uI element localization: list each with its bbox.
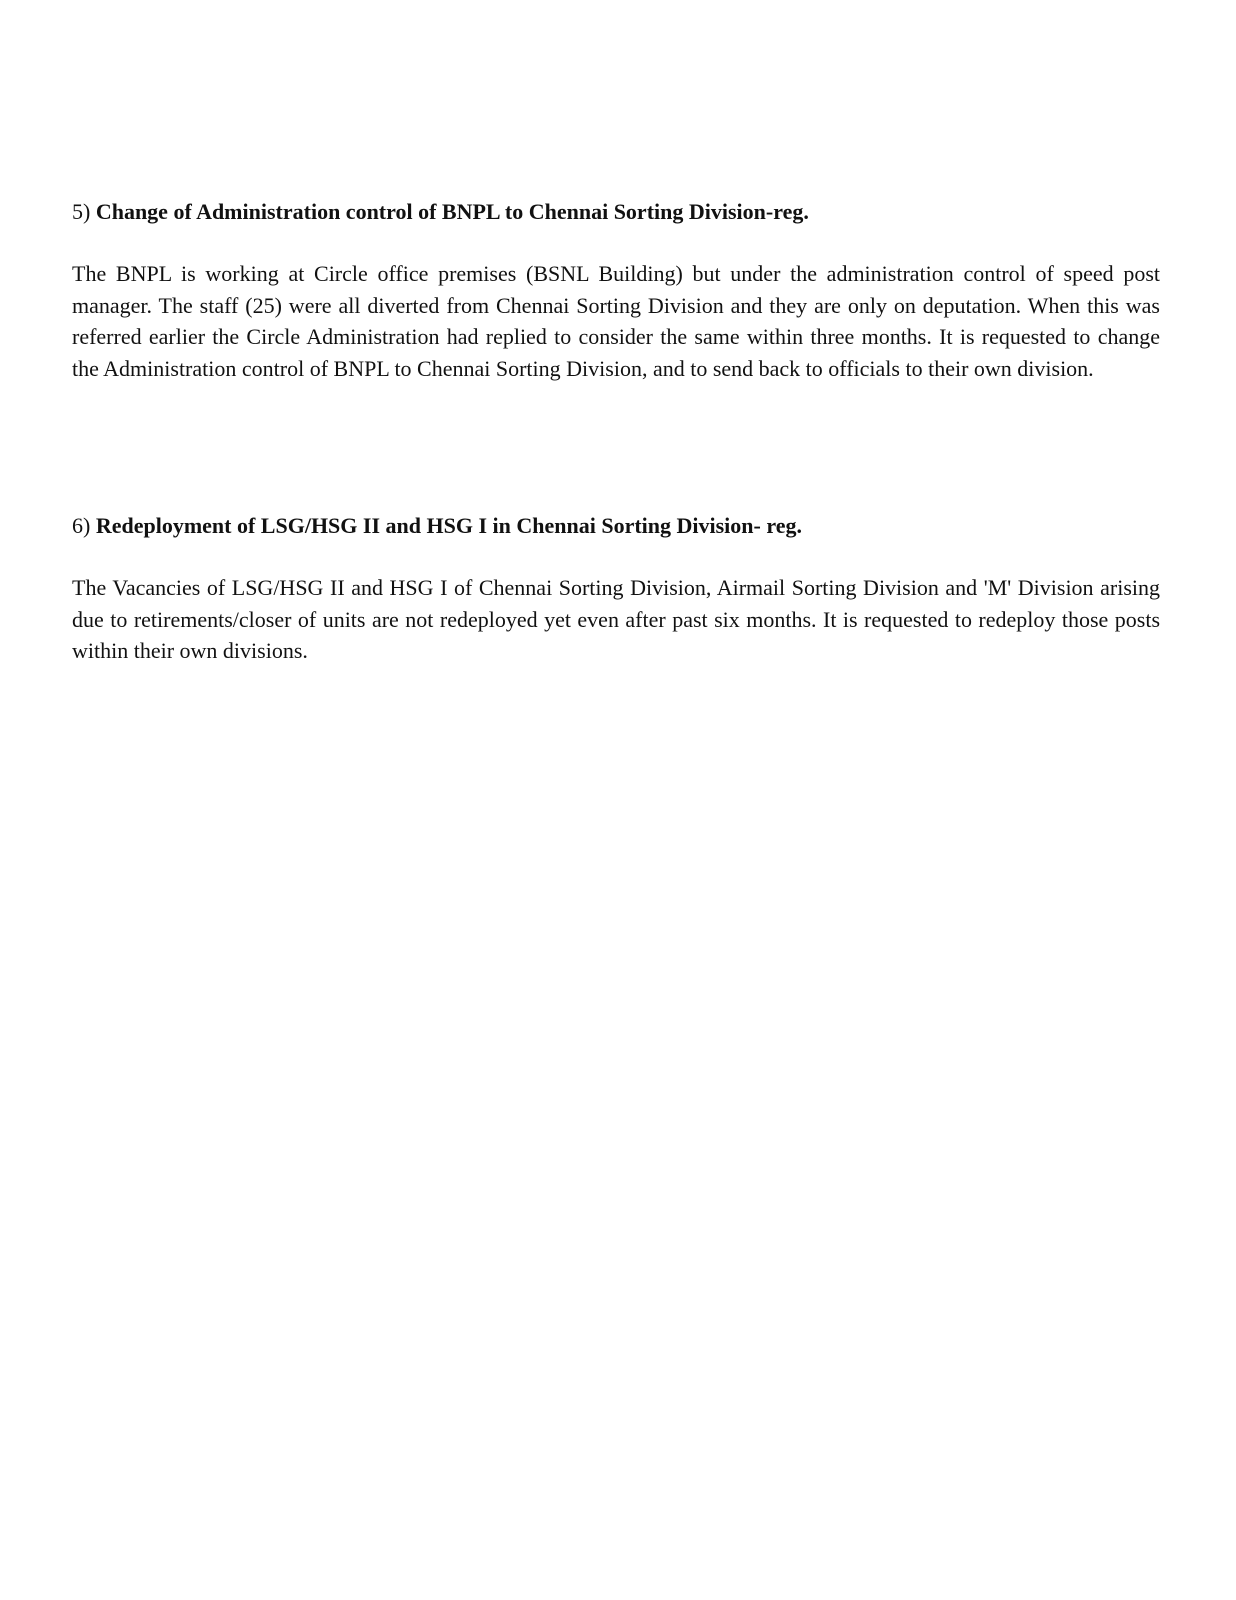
- section-body: The BNPL is working at Circle office premises (BSNL Building) but under the administration control of speed post manager. The staff (25) were all diverted from Chennai Sorting Division and they are only on deputation. When this was referred earlier the Circle Administration had replied to consider the same within three months. It is requested to change the Administration control of BNPL to Chennai Sorting Division, and to send back to officials to their own division.: [72, 261, 1160, 381]
- section-title: Change of Administration control of BNPL to Chennai Sorting Division-reg.: [95, 199, 809, 224]
- section-number: 5): [72, 199, 91, 224]
- section-heading: [72, 510, 1160, 541]
- section-title: Redeployment of LSG/HSG II and HSG I in Chennai Sorting Division- reg.: [95, 513, 802, 538]
- section-heading: [72, 196, 1160, 227]
- section-body: The Vacancies of LSG/HSG II and HSG I of Chennai Sorting Division, Airmail Sorting Division and 'M' Division arising due to retirements/closer of units are not redeployed yet even after past six months. It is requested to redeploy those posts within their own divisions.: [72, 575, 1160, 663]
- section-5: [72, 196, 1160, 384]
- section-6: [72, 510, 1160, 667]
- section-number: 6): [72, 513, 91, 538]
